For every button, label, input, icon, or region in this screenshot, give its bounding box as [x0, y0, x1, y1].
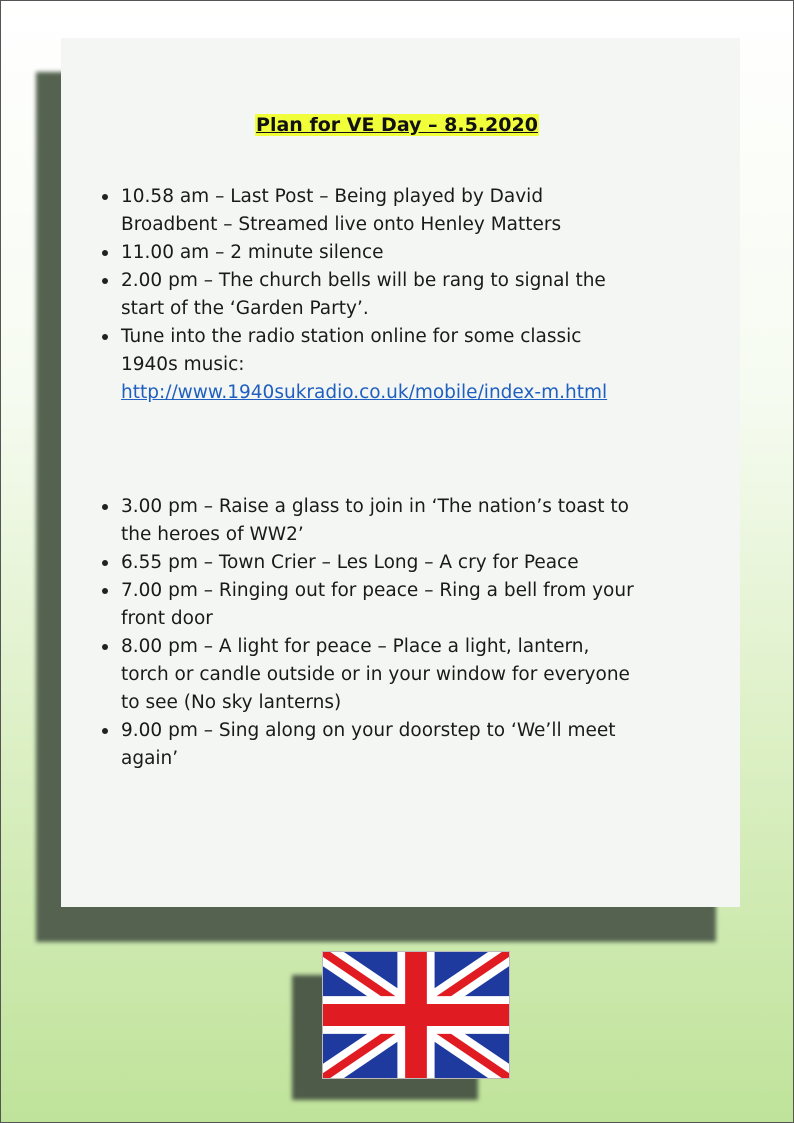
list-item-text: 9.00 pm – Sing along on your doorstep to ‘We’ll meet again’ — [121, 720, 616, 769]
union-jack-flag-icon — [323, 952, 509, 1078]
list-item — [121, 717, 641, 773]
list-item-radio — [121, 323, 641, 407]
page-title-text: Plan for VE Day – 8.5.2020 — [256, 114, 538, 136]
document-card — [61, 38, 740, 907]
list-item — [121, 183, 641, 239]
schedule-list-morning — [121, 183, 641, 407]
radio-station-link[interactable]: http://www.1940sukradio.co.uk/mobile/index-m.html — [121, 382, 608, 403]
list-item-text: 7.00 pm – Ringing out for peace – Ring a bell from your front door — [121, 580, 634, 629]
list-item — [121, 577, 641, 633]
list-item-text: 10.58 am – Last Post – Being played by David Broadbent – Streamed live onto Henley Matters — [121, 186, 562, 235]
radio-item-text: Tune into the radio station online for some classic 1940s music: — [121, 326, 582, 375]
list-item — [121, 633, 641, 717]
list-item-text: 3.00 pm – Raise a glass to join in ‘The nation’s toast to the heroes of WW2’ — [121, 496, 629, 545]
list-item — [121, 549, 641, 577]
list-item-text: 8.00 pm – A light for peace – Place a light, lantern, torch or candle outside or in your window for everyone to see (No sky lanterns) — [121, 636, 630, 713]
list-item-text: 11.00 am – 2 minute silence — [121, 242, 384, 263]
schedule-list-afternoon — [121, 493, 641, 773]
list-item — [121, 493, 641, 549]
page-title — [0, 114, 794, 136]
list-item — [121, 239, 641, 267]
list-item-text: 2.00 pm – The church bells will be rang to signal the start of the ‘Garden Party’. — [121, 270, 606, 319]
list-item — [121, 267, 641, 323]
list-item-text: 6.55 pm – Town Crier – Les Long – A cry for Peace — [121, 552, 579, 573]
